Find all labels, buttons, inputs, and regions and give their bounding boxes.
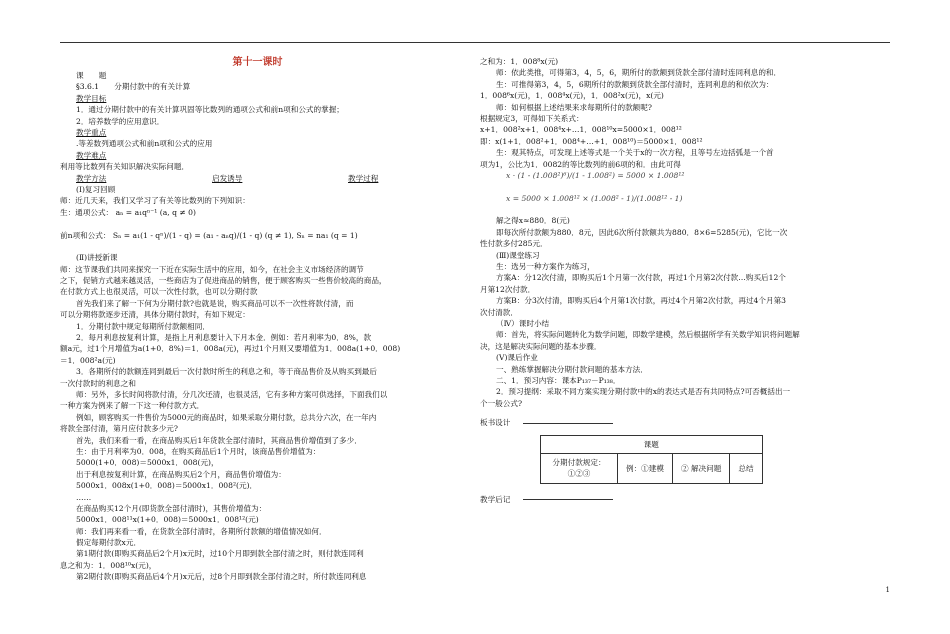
board-design-label: 板书设计 [480,418,511,428]
left-text-line: 课 题 [76,71,107,80]
left-text-line [60,218,455,229]
left-text-line: 2．每月利息按复利计算，是指上月利息要计入下月本金．例如：若月利率为0．8%，款 [76,333,372,343]
board-cell-solve: ② 解决问题 [672,453,729,483]
right-text-line: 解之得x≈880．8(元) [496,216,570,226]
left-text-line: 1．通过分期付款中的有关计算巩固等比数列的通项公式和前n项和公式的掌握； [76,105,344,115]
right-column [480,56,885,505]
left-text-line: 师：近几天来，我们又学习了有关等比数列的下列知识： [60,196,250,206]
right-text-line [480,204,885,215]
right-text-line: 2．预习提纲：采取不同方案实现分期付款中的x的表达式是否有共同特点?可否概括出一 [496,387,791,397]
right-text-line: (Ⅲ)课堂练习 [496,250,540,260]
board-cell-summary: 总结 [730,453,762,483]
left-text-line: 例如，顾客购买一件售价为5000元的商品时，如果采取分期付款，总共分六次，在一年内 [76,412,377,422]
left-text-line: 教学方法 [76,173,107,183]
left-text-line: 2．培养数学的应用意识． [76,116,165,126]
left-text-line: 教学难点 [76,150,107,160]
left-text-line: 假定每期付款x元． [76,538,142,548]
right-text-line [480,181,885,192]
left-text-line: 利用等比数列有关知识解决实际问题． [60,162,190,172]
right-text-line: 师：首先，将实际问题转化为数学问题，即数学建模，然后根据所学有关数学知识将问题解 [496,330,800,340]
right-text-line: 之和为：1．008⁸x(元) [480,57,559,66]
left-text-line: 师：这节课我们共同来探究一下近在实际生活中的应用，如今，在社会主义市场经济的调节 [60,264,364,274]
left-text-line [60,241,455,252]
left-text-line: 额a元，过1个月增值为a(1+0．8%)＝1．008a(元)，再过1个月则又要增值为1．008a(1+0．008) [60,344,401,354]
board-cell-rules: 分期付款规定：①②③ [541,453,618,483]
postscript-line [523,499,613,500]
left-text-line: 教学目标 [76,93,107,103]
right-text-line: 师：如何根据上述结果来求每期所付的款额呢? [496,102,652,112]
postscript-label: 教学后记 [480,494,511,504]
right-text-line: x · (1 - (1.008²)⁶)/(1 - 1.008²) = 5000 × 1.008¹² [506,170,685,180]
left-text-line: …… [76,492,92,502]
left-text-line: 1．分期付款中规定每期所付款额相同． [76,321,210,331]
left-text-line: 第1期付款(即购买商品后2个月)x元时，过10个月即到款全部付清之时，则付款连同利 [76,549,364,559]
left-column [60,56,455,583]
left-text-line: 在商品购买12个月(即货款全部付清时)，其售价增值为： [76,503,267,513]
left-text-line: 将款全部付清，第月应付款多少元? [60,424,178,434]
lesson-title: 第十一课时 [232,57,283,68]
right-text-line: 根据规定3，可得如下关系式： [480,113,584,123]
right-text-line: 决，这是解决实际问题的基本步骤． [480,341,602,351]
right-text-line: 项为1，公比为1．0082的等比数列的前6项的和．由此可得 [480,159,681,169]
postscript-row [480,494,885,505]
left-text-line: 5000(1+0．008)＝5000x1．008(元)， [76,458,219,468]
left-text-line: 一种方案为例来了解一下这一种付款方式． [60,401,205,411]
right-text-line: (Ⅴ)课后作业 [496,353,538,363]
left-text-line: (Ⅰ)复习回顾 [76,184,116,194]
right-text-line: 个一般公式? [480,398,523,408]
board-design-line [523,423,613,424]
left-text-line: (Ⅱ)讲授新课 [76,253,118,263]
page-number: 1 [885,586,890,594]
left-text-line: 息之和为：1．008¹⁰x(元)， [60,560,157,570]
left-text-line: 教学重点 [76,127,107,137]
left-text-line: ＝1．008²a(元) [60,355,116,365]
right-text-line: 即每次所付款额为880．8元，因此6次所付款额共为880．8×6=5285(元)，它比一次 [496,227,788,237]
left-text-line: 教学过程 [348,173,379,183]
left-text-line: 第2期付款(即购买商品后4个月)x元后，过8个月即到款全部付清之时，所付款连同利息 [76,572,367,582]
left-text-line: 一次付款时的利息之和 [60,378,136,388]
left-text-line: 启发诱导 [212,173,243,183]
right-text-line: x+1．008²x+1．008⁴x+…1．008¹⁰x=5000×1．008¹² [480,125,682,135]
board-table [540,435,763,484]
right-text-line: 二、1．预习内容：课本P₁₃₇－P₁₃₈． [496,375,621,385]
left-text-line: 首先，我们来看一看，在商品购买后1年货款全部付清时，其商品售价增值到了多少． [76,435,362,445]
left-text-line: 生：由于月利率为0．008，在购买商品后1个月时，该商品售价增值为： [76,446,321,456]
left-text-line: 首先我们来了解一下何为分期付款?也就是说，购买商品可以不一次性将款付清，而 [76,298,354,308]
right-text-line: 次付清款． [480,307,518,317]
left-text-line: 之下，促销方式越来越灵活，一些商店为了促进商品的销售，便于顾客购买一些售价较高的商品， [60,276,387,286]
right-text-line: 生：观其特点，可发现上述等式是一个关于x的一次方程，且等号左边括弧是一个首 [496,148,774,158]
right-text-line: 一、熟练掌握解决分期付款问题的基本方法． [496,364,648,374]
right-text-line: 生：选另一种方案作为练习， [496,262,595,272]
left-text-line: 可以分期将款逐步还清，具体分期付款时，有如下规定： [60,310,250,320]
right-text-line: 1．008⁶x(元)，1．008⁴x(元)，1．008²x(元)，x(元) [480,91,664,101]
board-table-header: 课题 [541,435,763,453]
left-text-line: 生：通项公式： aₙ = a₁qⁿ⁻¹ (a, q ≠ 0) [60,207,196,217]
left-text-line: §3.6.1 分期付款中的有关计算 [76,82,191,92]
left-text-line: .等差数列通项公式和前n项和公式的应用 [76,139,213,149]
left-text-line: 前n项和公式： Sₙ = a₁(1 - qⁿ)/(1 - q) = (a₁ - aₙq)/(1 - q) (q ≠ 1), Sₙ = na₁ (q = 1) [60,230,358,240]
header-rule [60,42,890,43]
left-text-line: 师：另外，多长时间将款付清，分几次还清，也很灵活，它有多种方案可供选择，下面我们以 [76,390,388,399]
right-text-line: x = 5000 × 1.008¹² × (1.008² - 1)/(1.008¹² - 1) [506,193,683,203]
left-text-line: 在付款方式上也很灵活，可以一次性付款，也可以分期付款 [60,287,258,297]
right-text-line: 方案B：分3次付清，即购买后4个月第1次付款，再过4个月第2次付款，再过4个月第3 [496,296,786,306]
board-cell-example: 例：①建模 [618,453,673,483]
right-text-line: 性付款多付285元． [480,239,548,249]
right-text-line: 方案A：分12次付清，即购买后1个月第一次付款，再过1个月第2次付款…购买后12个 [496,273,786,283]
left-text-line: 师：我们再来看一看，在货款全部付清时，各期所付款额的增值情况如何． [76,526,327,536]
board-design-row [480,417,885,428]
right-text-line: 师：依此类推，可得第3，4，5，6，期所付的款额到货款全部付清时连同利息的和． [496,68,782,78]
right-text-line: （Ⅳ）课时小结 [496,318,550,328]
left-text-line: 5000x1．008x(1+0．008)＝5000x1．008²(元)． [76,481,258,491]
left-text-line: 3．各期所付的款额连同到最后一次付款时所生的利息之和，等于商品售价及从购买到最后 [76,367,377,377]
right-text-line: 月第12次付款． [480,284,536,294]
left-text-line: 5000x1．008¹¹x(1+0．008)＝5000x1．008¹²(元) [76,515,259,525]
right-text-line: 生：可推得第3，4，5，6期所付的款额到货款全部付清时，连同利息的和依次为： [496,79,774,89]
right-text-line: 即：x(1+1．008²+1．008⁴+…+1．008¹⁰)＝5000×1．008¹² [480,136,703,146]
left-text-line: 出于利息按复利计算，在商品购买后2个月，商品售价增值为： [76,469,286,479]
